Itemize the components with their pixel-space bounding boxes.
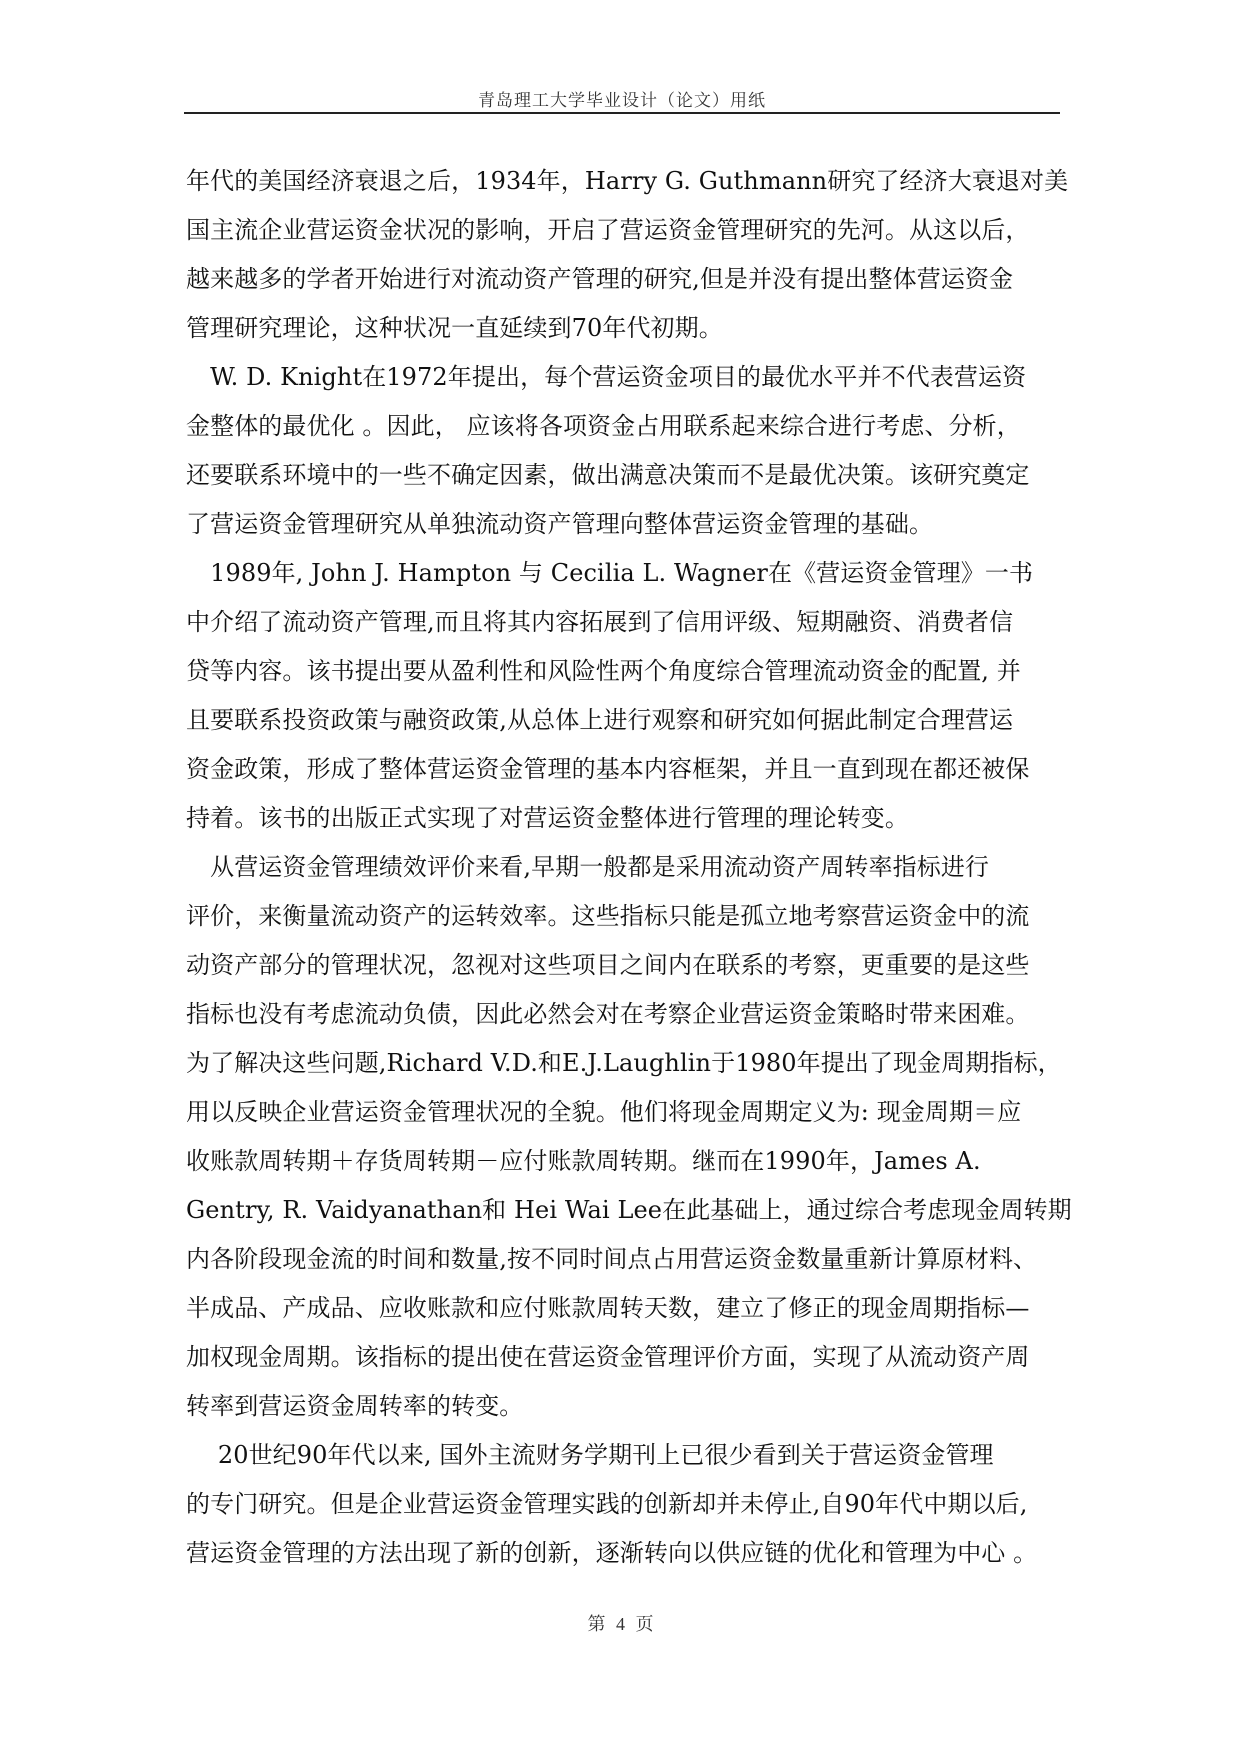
text-line: 转率到营运资金周转率的转变。 [186,1392,524,1420]
text-line: 且要联系投资政策与融资政策,从总体上进行观察和研究如何据此制定合理营运 [186,706,1014,734]
text-line: 营运资金管理的方法出现了新的创新，逐渐转向以供应链的优化和管理为中心 。 [186,1539,1038,1567]
page-header: 青岛理工大学毕业设计（论文）用纸 [478,91,766,110]
text-line: 金整体的最优化 。因此， 应该将各项资金占用联系起来综合进行考虑、分析， [186,412,1021,440]
text-line: 内各阶段现金流的时间和数量,按不同时间点占用营运资金数量重新计算原材料、 [186,1245,1038,1273]
text-line: 半成品、产成品、应收账款和应付账款周转天数，建立了修正的现金周期指标— [186,1294,1030,1322]
text-line: 了营运资金管理研究从单独流动资产管理向整体营运资金管理的基础。 [186,510,934,538]
text-line: 的专门研究。但是企业营运资金管理实践的创新却并未停止,自90年代中期以后, [186,1490,1028,1518]
text-line: 评价，来衡量流动资产的运转效率。这些指标只能是孤立地考察营运资金中的流 [186,902,1030,930]
text-line: 管理研究理论，这种状况一直延续到70年代初期。 [186,314,723,342]
text-line: 动资产部分的管理状况，忽视对这些项目之间内在联系的考察，更重要的是这些 [186,951,1030,979]
text-line: 1989年, John J. Hampton 与 Cecilia L. Wagner在《营运资金管理》一书 [186,559,1034,587]
text-line: 中介绍了流动资产管理,而且将其内容拓展到了信用评级、短期融资、消费者信 [186,608,1014,636]
text-line: 为了解决这些问题,Richard V.D.和E.J.Laughlin于1980年提出了现金周期指标， [186,1049,1062,1077]
text-line: 指标也没有考虑流动负债，因此必然会对在考察企业营运资金策略时带来困难。 [186,1000,1030,1028]
header-divider [184,112,1060,114]
text-line: 资金政策，形成了整体营运资金管理的基本内容框架，并且一直到现在都还被保 [186,755,1030,783]
text-line: 从营运资金管理绩效评价来看,早期一般都是采用流动资产周转率指标进行 [186,853,990,881]
text-line: W. D. Knight在1972年提出，每个营运资金项目的最优水平并不代表营运资 [186,363,1027,391]
page-number: 第 4 页 [587,1614,654,1634]
text-line: 贷等内容。该书提出要从盈利性和风险性两个角度综合管理流动资金的配置, 并 [186,657,1021,685]
text-line: Gentry, R. Vaidyanathan和 Hei Wai Lee在此基础上，通过综合考虑现金周转期 [186,1196,1072,1224]
text-line: 用以反映企业营运资金管理状况的全貌。他们将现金周期定义为: 现金周期＝应 [186,1098,1022,1126]
text-line: 越来越多的学者开始进行对流动资产管理的研究,但是并没有提出整体营运资金 [186,265,1014,293]
text-line: 20世纪90年代以来, 国外主流财务学期刊上已很少看到关于营运资金管理 [186,1441,994,1469]
text-line: 收账款周转期＋存货周转期－应付账款周转期。继而在1990年，James A. [186,1147,981,1175]
text-line: 还要联系环境中的一些不确定因素，做出满意决策而不是最优决策。该研究奠定 [186,461,1030,489]
text-line: 加权现金周期。该指标的提出使在营运资金管理评价方面，实现了从流动资产周 [186,1343,1030,1371]
text-line: 国主流企业营运资金状况的影响，开启了营运资金管理研究的先河。从这以后， [186,216,1030,244]
text-line: 持着。该书的出版正式实现了对营运资金整体进行管理的理论转变。 [186,804,909,832]
body-text [186,157,1072,1578]
text-line: 年代的美国经济衰退之后，1934年，Harry G. Guthmann研究了经济大衰退对美 [186,167,1069,195]
